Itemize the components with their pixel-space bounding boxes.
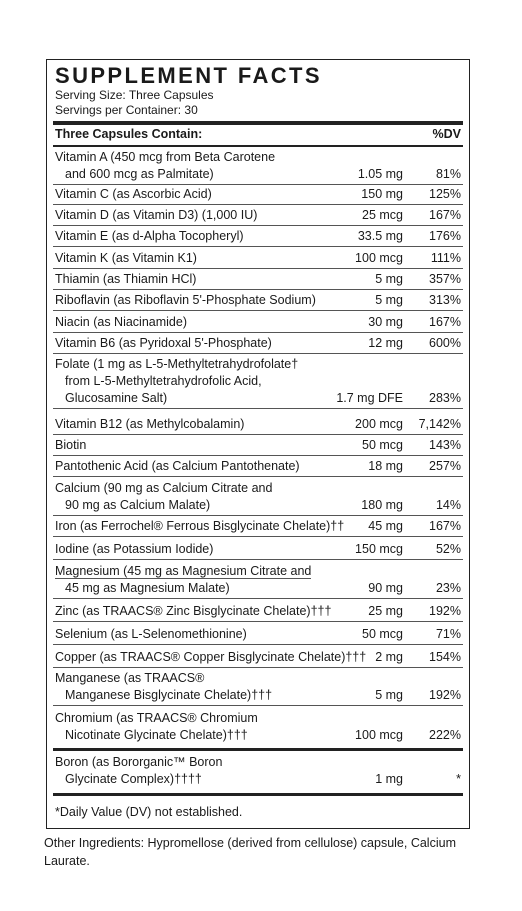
nutrient-name-cont: 45 mg as Magnesium Malate) (65, 581, 230, 595)
nutrient-amount: 33.5 mg (357, 229, 403, 243)
nutrient-dv: 71% (435, 627, 461, 641)
row-divider (53, 310, 463, 311)
nutrient-amount: 1.7 mg DFE (336, 391, 403, 405)
nutrient-amount: 90 mg (368, 581, 403, 595)
nutrient-name: Boron (as Bororganic™ Boron (55, 755, 223, 769)
thick-rule (53, 748, 463, 751)
nutrient-name-cont: from L-5-Methyltetrahydrofolic Acid, (65, 374, 262, 388)
nutrient-dv: 125% (429, 187, 461, 201)
nutrient-dv: 23% (435, 581, 461, 595)
nutrient-row (55, 228, 461, 245)
nutrient-name: Folate (1 mg as L-5-Methyltetrahydrofolate† (55, 357, 299, 371)
nutrient-amount: 18 mg (368, 459, 403, 473)
nutrient-row (55, 250, 461, 267)
nutrient-dv: 167% (429, 315, 461, 329)
row-divider (53, 644, 463, 645)
nutrient-row (55, 416, 461, 433)
nutrient-name: Iron (as Ferrochel® Ferrous Bisglycinate Chelate)†† (55, 519, 345, 533)
nutrient-name: Vitamin B12 (as Methylcobalamin) (55, 417, 245, 431)
nutrient-amount: 150 mcg (355, 542, 403, 556)
nutrient-name: Calcium (90 mg as Calcium Citrate and (55, 481, 273, 495)
nutrient-name: Chromium (as TRAACS® Chromium (55, 711, 258, 725)
nutrient-amount: 50 mcg (362, 438, 403, 452)
header-contain: Three Capsules Contain: (55, 127, 203, 141)
nutrient-amount: 180 mg (361, 498, 403, 512)
nutrient-dv: 192% (429, 604, 461, 618)
header-dv: %DV (432, 127, 461, 141)
nutrient-name-cont: Glucosamine Salt) (65, 391, 168, 405)
nutrient-row (55, 186, 461, 203)
nutrient-amount: 2 mg (375, 650, 403, 664)
nutrient-row (55, 458, 461, 475)
nutrient-name: Vitamin A (450 mcg from Beta Carotene (55, 150, 276, 164)
row-divider (53, 246, 463, 247)
nutrient-name-cont: Manganese Bisglycinate Chelate)††† (65, 688, 273, 702)
thick-rule (53, 121, 463, 125)
nutrient-name: Selenium (as L-Selenomethionine) (55, 627, 247, 641)
row-divider (53, 559, 463, 560)
nutrient-dv: 192% (429, 688, 461, 702)
row-divider (53, 204, 463, 205)
supplement-facts-panel (46, 59, 470, 829)
row-divider (53, 184, 463, 185)
nutrient-amount: 5 mg (375, 688, 403, 702)
nutrient-name: Vitamin D (as Vitamin D3) (1,000 IU) (55, 208, 258, 222)
nutrient-amount: 25 mg (368, 604, 403, 618)
nutrient-row (55, 356, 461, 407)
nutrient-row (55, 754, 461, 788)
thick-rule (53, 793, 463, 796)
nutrient-amount: 5 mg (375, 293, 403, 307)
nutrient-row (55, 335, 461, 352)
nutrient-row (55, 710, 461, 744)
row-divider (53, 515, 463, 516)
row-divider (53, 455, 463, 456)
nutrient-amount: 1 mg (375, 772, 403, 786)
nutrient-row (55, 480, 461, 514)
other-ingredients: Other Ingredients: Hypromellose (derived from cellulose) capsule, Calcium Laurate. (44, 836, 456, 868)
row-divider (53, 289, 463, 290)
nutrient-amount: 100 mcg (355, 251, 403, 265)
nutrient-dv: 7,142% (418, 417, 461, 431)
row-divider (53, 408, 463, 409)
nutrient-dv: 81% (435, 167, 461, 181)
row-divider (53, 667, 463, 668)
nutrient-dv: 600% (429, 336, 461, 350)
nutrient-dv: 222% (429, 728, 461, 742)
serving-size: Serving Size: Three Capsules (55, 88, 214, 102)
nutrient-row (55, 603, 461, 620)
row-divider (53, 705, 463, 706)
nutrient-row (55, 271, 461, 288)
nutrient-amount: 100 mcg (355, 728, 403, 742)
row-divider (53, 353, 463, 354)
nutrient-name: Pantothenic Acid (as Calcium Pantothenate) (55, 459, 300, 473)
nutrient-name: Thiamin (as Thiamin HCl) (55, 272, 197, 286)
nutrient-amount: 5 mg (375, 272, 403, 286)
row-divider (53, 225, 463, 226)
label-title: SUPPLEMENT FACTS (55, 63, 322, 88)
nutrient-name: Magnesium (45 mg as Magnesium Citrate and (55, 564, 312, 578)
nutrient-name-cont: Nicotinate Glycinate Chelate)††† (65, 728, 248, 742)
nutrient-row (55, 518, 461, 535)
nutrient-row (55, 314, 461, 331)
nutrient-name: Copper (as TRAACS® Copper Bisglycinate Chelate)††† (55, 650, 367, 664)
row-divider (53, 621, 463, 622)
nutrient-amount: 150 mg (361, 187, 403, 201)
nutrient-dv: 167% (429, 519, 461, 533)
nutrient-name: Riboflavin (as Riboflavin 5'-Phosphate Sodium) (55, 293, 316, 307)
nutrient-row (55, 670, 461, 704)
nutrient-name: Vitamin K (as Vitamin K1) (55, 251, 197, 265)
nutrient-dv: 154% (429, 650, 461, 664)
dv-footnote: *Daily Value (DV) not established. (55, 805, 243, 819)
nutrient-dv: * (456, 772, 461, 786)
nutrient-name: Vitamin E (as d-Alpha Tocopheryl) (55, 229, 244, 243)
nutrient-amount: 200 mcg (355, 417, 403, 431)
nutrient-name: Niacin (as Niacinamide) (55, 315, 187, 329)
nutrient-amount: 45 mg (368, 519, 403, 533)
nutrient-dv: 52% (435, 542, 461, 556)
nutrient-name: Vitamin C (as Ascorbic Acid) (55, 187, 212, 201)
nutrient-name: Zinc (as TRAACS® Zinc Bisglycinate Chelate)††† (55, 604, 332, 618)
nutrient-row (55, 207, 461, 224)
nutrient-dv: 167% (429, 208, 461, 222)
nutrient-dv: 283% (429, 391, 461, 405)
row-divider (53, 476, 463, 477)
nutrient-dv: 176% (429, 229, 461, 243)
nutrient-name-cont: 90 mg as Calcium Malate) (65, 498, 211, 512)
nutrient-row (55, 541, 461, 558)
nutrient-name: Manganese (as TRAACS® (55, 671, 205, 685)
nutrient-row (55, 626, 461, 643)
nutrient-row (55, 292, 461, 309)
nutrient-name: Iodine (as Potassium Iodide) (55, 542, 214, 556)
nutrient-dv: 111% (430, 251, 461, 265)
nutrient-name-cont: and 600 mcg as Palmitate) (65, 167, 214, 181)
nutrient-dv: 357% (429, 272, 461, 286)
row-divider (53, 434, 463, 435)
row-divider (53, 536, 463, 537)
nutrient-dv: 313% (429, 293, 461, 307)
row-divider (53, 268, 463, 269)
row-divider (53, 332, 463, 333)
nutrient-amount: 12 mg (368, 336, 403, 350)
nutrient-name: Vitamin B6 (as Pyridoxal 5'-Phosphate) (55, 336, 272, 350)
nutrient-row (55, 563, 461, 597)
nutrient-dv: 14% (435, 498, 461, 512)
nutrient-row (55, 649, 461, 666)
nutrient-amount: 1.05 mg (357, 167, 403, 181)
nutrient-row (55, 149, 461, 183)
nutrient-row (55, 437, 461, 454)
nutrient-dv: 257% (429, 459, 461, 473)
header-rule (53, 145, 463, 147)
nutrient-amount: 30 mg (368, 315, 403, 329)
nutrient-amount: 25 mcg (362, 208, 403, 222)
nutrient-name-cont: Glycinate Complex)†††† (65, 772, 202, 786)
nutrient-amount: 50 mcg (362, 627, 403, 641)
nutrient-dv: 143% (429, 438, 461, 452)
nutrient-name: Biotin (55, 438, 87, 452)
servings-per-container: Servings per Container: 30 (55, 103, 198, 117)
row-divider (53, 598, 463, 599)
